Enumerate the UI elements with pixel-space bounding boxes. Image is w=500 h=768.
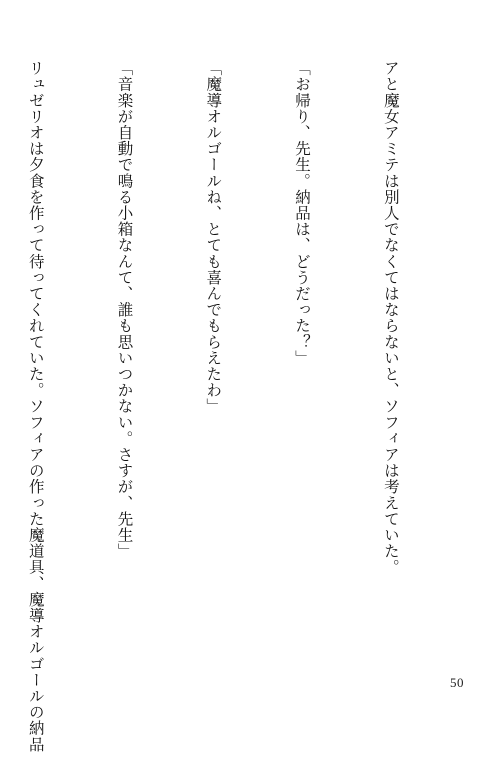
page-number: 50 bbox=[450, 675, 464, 690]
text-line: 「魔導オルゴールね、とても喜んでもらえたわ」 bbox=[204, 60, 223, 415]
text-line: 「音楽が自動で鳴る小箱なんて、誰も思いつかない。さすが、先生」 bbox=[115, 60, 134, 560]
text-line: 「お帰り、先生。納品は、どうだった？」 bbox=[293, 60, 312, 366]
text-line: アと魔女アミテは別人でなくてはならないと、ソフィアは考えていた。 bbox=[381, 60, 400, 576]
text-line: リュゼリオは夕食を作って待ってくれていた。ソフィアの作った魔道具、魔導オルゴールの納品 bbox=[26, 60, 45, 753]
